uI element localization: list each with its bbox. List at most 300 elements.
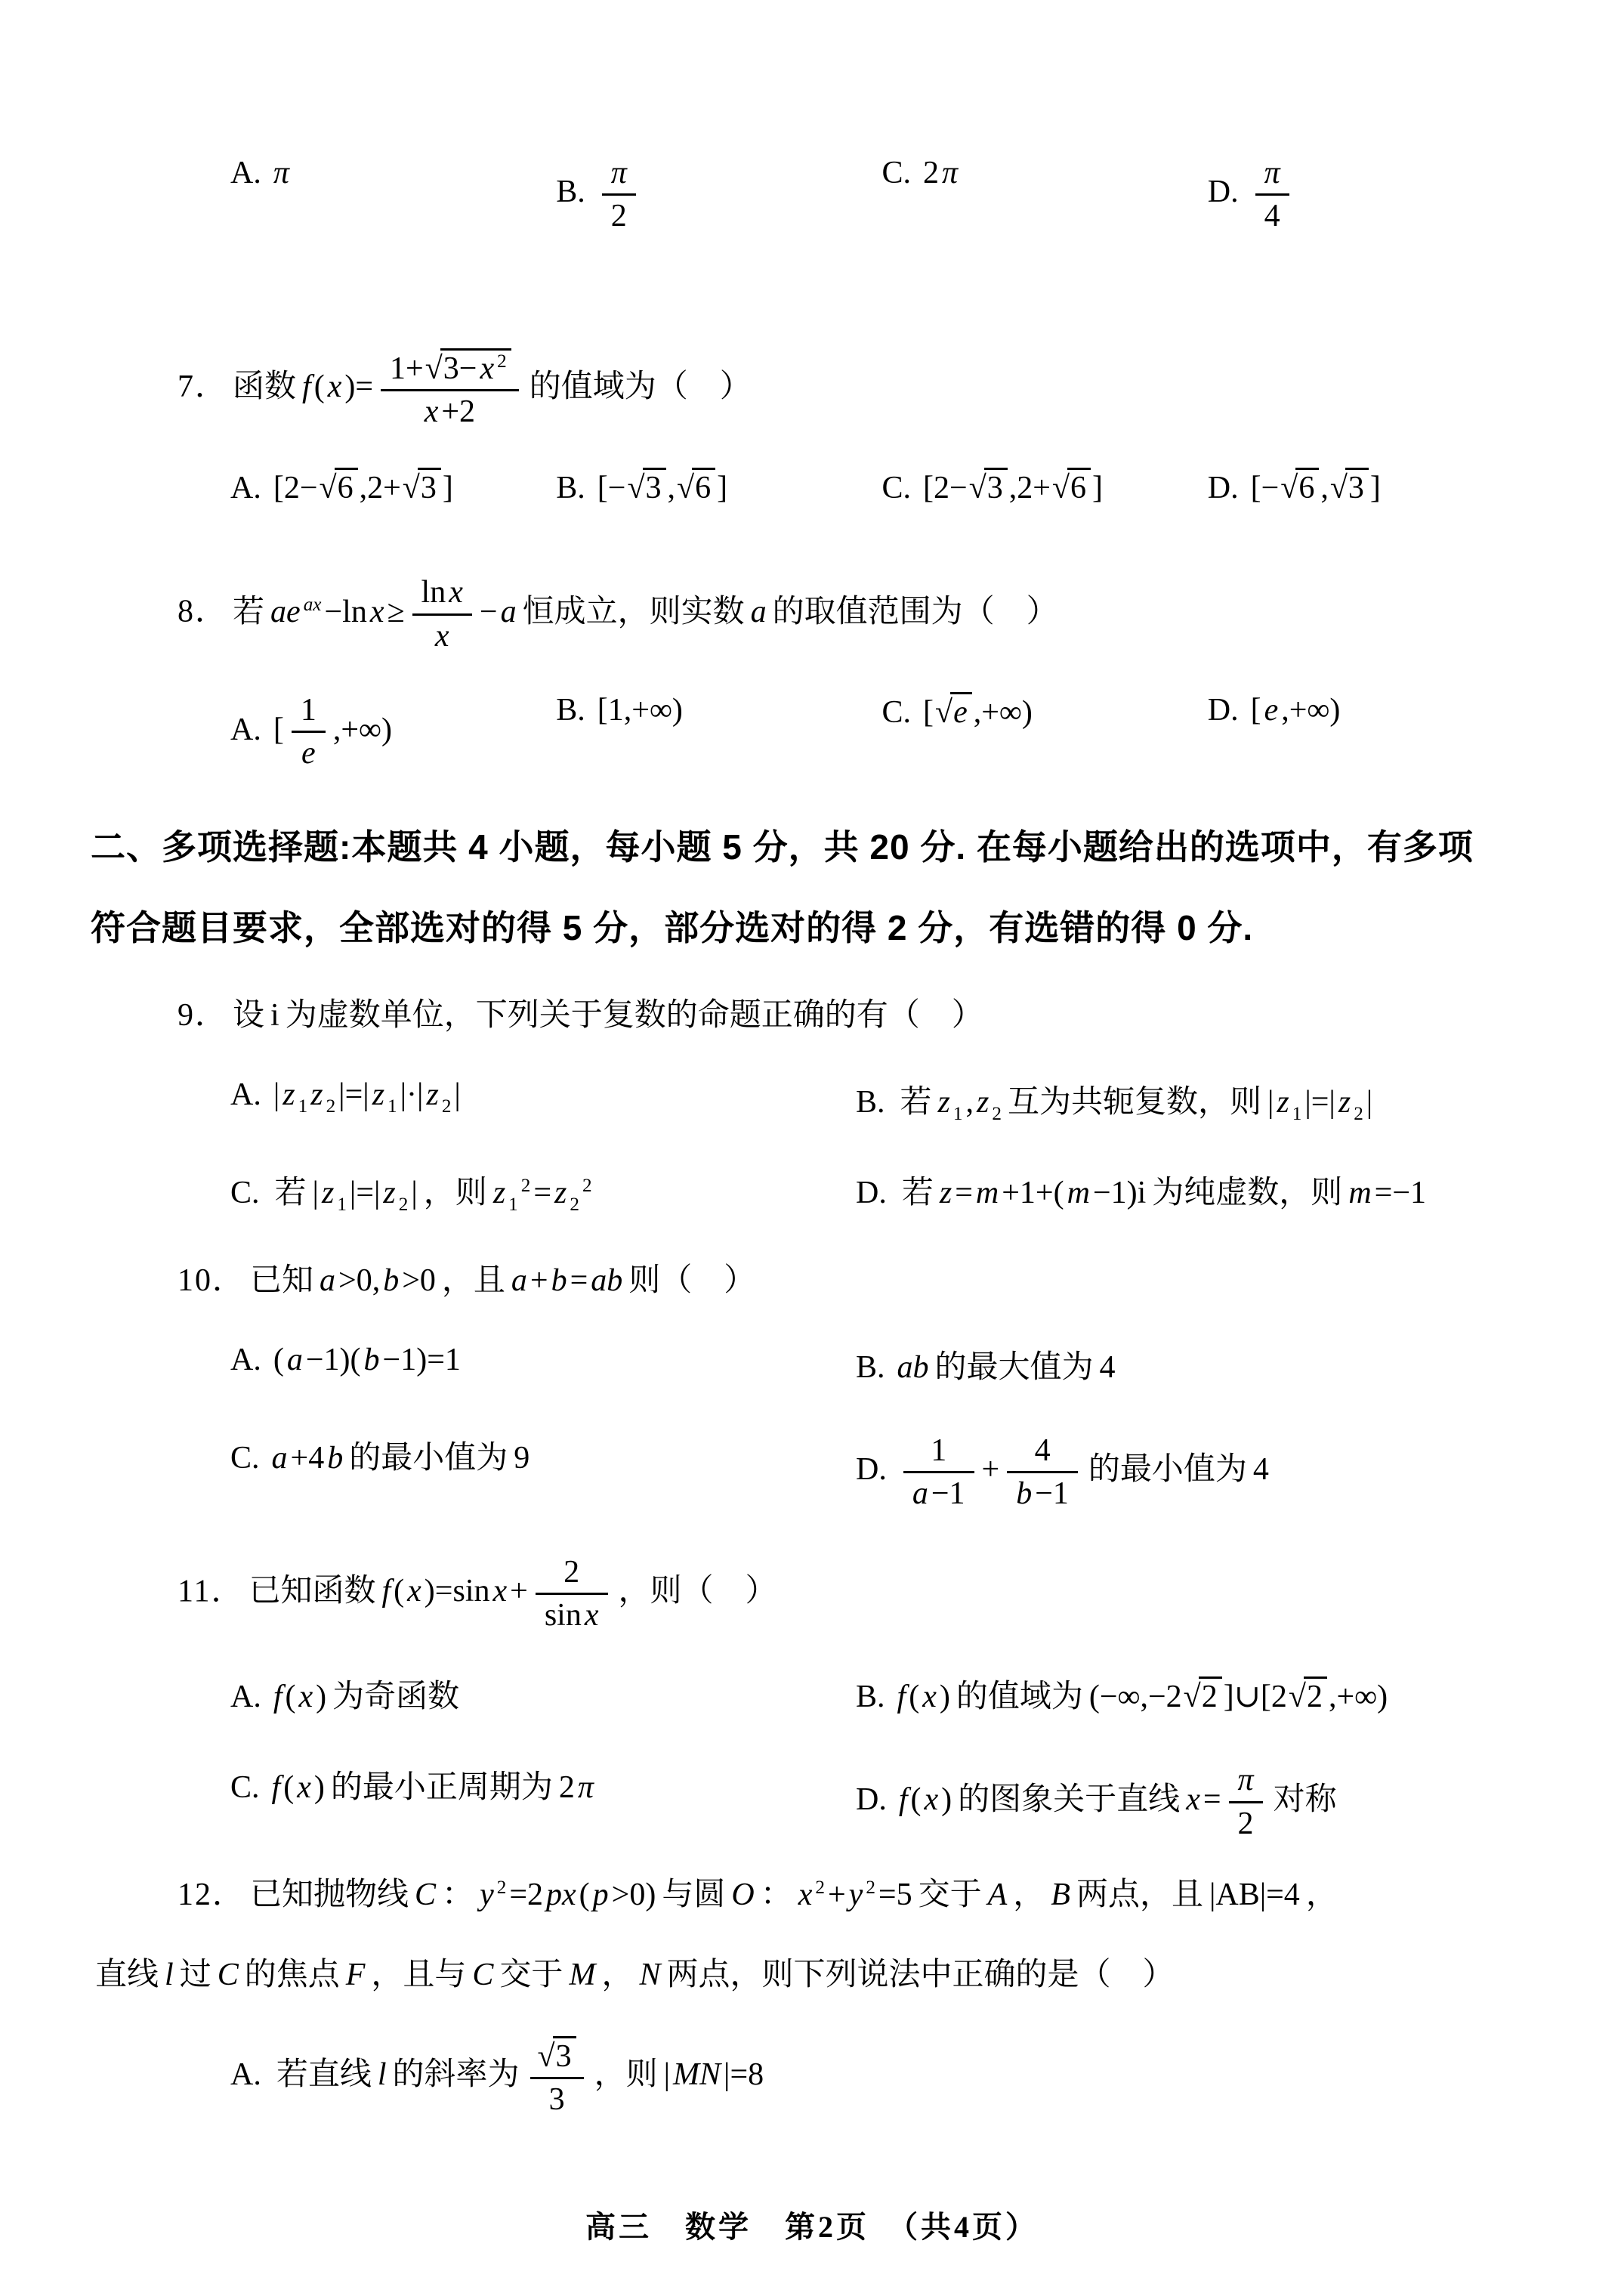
option-label: C. <box>881 471 912 506</box>
math-italic: b <box>1016 1476 1033 1512</box>
option-formula <box>896 1680 1390 1714</box>
math-text: + <box>981 1452 1000 1488</box>
radical <box>1280 471 1319 505</box>
math-roman: 两点，且 <box>1076 1877 1203 1912</box>
fraction-numerator <box>602 155 636 193</box>
math-text: 1 <box>508 1194 518 1215</box>
option-formula <box>272 471 455 505</box>
math-roman: ： <box>442 1877 474 1912</box>
option-formula <box>922 156 959 190</box>
math-italic: e <box>953 695 968 731</box>
math-italic: l <box>377 2057 387 2092</box>
math-italic: f <box>381 1574 391 1609</box>
fraction-denominator <box>1007 1471 1078 1512</box>
question-q10 <box>91 1258 1533 1512</box>
option-label: B. <box>556 471 585 506</box>
fraction-denominator <box>536 1593 608 1633</box>
option-formula <box>596 471 729 505</box>
math-text: 2 <box>570 1194 579 1215</box>
radical-sign: √ <box>1183 1680 1201 1715</box>
math-text: =2 <box>509 1877 543 1912</box>
math-text: 1 <box>300 693 316 728</box>
math-text: =−1 <box>1374 1176 1427 1211</box>
question-stem <box>178 574 1533 654</box>
fraction <box>1229 1762 1263 1842</box>
option-d <box>856 1762 1533 1842</box>
math-italic: z <box>426 1077 439 1113</box>
math-roman: ，且与 <box>371 1957 467 1992</box>
radical-sign: √ <box>968 471 986 506</box>
math-roman: 的值域为 <box>956 1680 1083 1715</box>
math-italic: N <box>639 1957 661 1992</box>
math-text: + <box>529 1263 548 1299</box>
math-roman: 已知抛物线 <box>250 1877 409 1912</box>
radical-sign: √ <box>425 351 443 386</box>
page-footer: 高三 数学 第2页 （共4页） <box>585 2210 1039 2244</box>
math-italic: F <box>345 1957 366 1992</box>
option-formula <box>896 1085 1375 1124</box>
option-c <box>230 1167 856 1213</box>
math-italic: a <box>912 1476 928 1512</box>
superscript <box>581 1176 594 1196</box>
subscript <box>397 1194 410 1215</box>
math-roman: 的取值范围为（ ） <box>772 594 1058 629</box>
subscript <box>1291 1104 1304 1124</box>
math-italic: x <box>480 351 495 386</box>
math-italic: x <box>327 369 342 404</box>
math-italic: m <box>1067 1176 1090 1211</box>
math-text: 9 <box>514 1441 530 1476</box>
fraction <box>412 574 472 654</box>
math-italic: z <box>310 1077 323 1113</box>
option-c <box>882 155 1208 235</box>
option-b <box>856 1342 1533 1387</box>
math-italic: b <box>551 1263 567 1299</box>
math-text: ( <box>313 369 325 404</box>
superscript <box>520 1176 533 1196</box>
math-text: ]∪[2 <box>1223 1680 1287 1715</box>
option-formula <box>922 471 1104 505</box>
math-text: | <box>273 1077 280 1113</box>
math-italic: x <box>924 1782 939 1817</box>
option-formula <box>897 1763 1341 1841</box>
options <box>230 692 1533 772</box>
fraction-numerator <box>292 692 326 731</box>
superscript <box>814 1877 826 1898</box>
option-formula <box>272 693 394 771</box>
options <box>230 1342 1533 1513</box>
option-label: C. <box>230 1176 260 1211</box>
math-text: = <box>955 1176 973 1211</box>
math-text: 2 <box>1201 1680 1218 1715</box>
option-b <box>856 1077 1533 1122</box>
option-label: D. <box>1207 693 1239 728</box>
option-d <box>1208 692 1533 772</box>
radical-body <box>440 348 511 387</box>
math-text: |=| <box>1304 1085 1335 1120</box>
math-text: −1 <box>931 1476 965 1512</box>
question-number: 11． <box>178 1574 245 1609</box>
math-italic: x <box>922 1680 937 1715</box>
option-a <box>230 155 556 235</box>
radical <box>1052 471 1091 505</box>
math-text: , <box>1320 471 1329 506</box>
math-roman: 过 <box>179 1957 211 1992</box>
math-roman: 为纯虚数，则 <box>1152 1176 1343 1211</box>
question-q12 <box>91 1872 1533 2118</box>
subscript <box>335 1194 348 1215</box>
question-stem <box>178 348 1533 431</box>
option-label: A. <box>230 471 261 506</box>
math-text: +2 <box>441 394 476 429</box>
math-text: 2 <box>326 1096 336 1117</box>
math-italic: z <box>492 1176 506 1211</box>
option-c <box>882 692 1208 772</box>
fraction-numerator <box>1229 1762 1263 1800</box>
math-text: 3 <box>420 471 437 506</box>
option-a <box>230 2036 1533 2118</box>
math-text: 2 <box>1354 1103 1363 1124</box>
radical-sign: √ <box>1329 471 1348 506</box>
fraction-numerator <box>536 1554 608 1593</box>
math-text: 3 <box>645 471 662 506</box>
math-roman: 的值域为（ ） <box>529 369 752 404</box>
math-text: [1,+∞) <box>597 693 683 728</box>
radical-body <box>1304 1676 1327 1715</box>
math-italic: x <box>798 1877 813 1912</box>
radical-body <box>1199 1676 1222 1715</box>
options <box>230 1671 1533 1842</box>
radical <box>538 2039 576 2074</box>
section-header <box>91 825 1533 952</box>
math-italic: y <box>848 1877 863 1912</box>
superscript <box>496 351 508 372</box>
fraction-denominator <box>412 613 472 654</box>
fraction-numerator <box>1007 1432 1078 1471</box>
option-label: C. <box>230 1770 260 1806</box>
option-formula <box>897 1176 1428 1210</box>
questions-part2 <box>91 993 1533 2118</box>
math-italic: a <box>320 1263 336 1299</box>
subscript <box>386 1096 399 1117</box>
option-label: C. <box>881 695 912 731</box>
math-text: 1 <box>931 1433 947 1469</box>
math-italic: f <box>273 1680 283 1715</box>
math-text: >0) <box>611 1877 656 1912</box>
math-roman: ，则 <box>423 1176 487 1211</box>
math-text: (−∞,−2 <box>1088 1680 1182 1715</box>
math-text: 2 <box>1306 1680 1323 1715</box>
math-roman: ，且 <box>441 1263 505 1299</box>
math-roman: 两点，则下列说法中正确的是（ ） <box>666 1957 1175 1992</box>
math-text: | <box>454 1077 461 1113</box>
radical-sign: √ <box>537 2038 555 2074</box>
math-italic: m <box>975 1176 999 1211</box>
math-text: )=sin <box>424 1574 490 1609</box>
fraction <box>292 692 326 772</box>
math-italic: MN <box>673 2057 721 2092</box>
math-text: , <box>965 1085 974 1120</box>
option-a <box>230 692 556 772</box>
math-roman: ，则 <box>594 2057 658 2092</box>
question-number: 10． <box>178 1263 246 1299</box>
math-text: 3− <box>443 351 477 386</box>
math-italic: ae <box>270 594 301 629</box>
option-d <box>1208 468 1533 506</box>
math-text: 1 <box>298 1096 308 1117</box>
math-text: |=| <box>349 1176 381 1211</box>
option-formula <box>897 1433 1270 1512</box>
math-text: +1+( <box>1002 1176 1064 1211</box>
option-c <box>230 1432 856 1513</box>
math-text: = <box>1203 1782 1221 1817</box>
math-italic: C <box>415 1877 437 1912</box>
option-label: D. <box>1207 471 1239 506</box>
fraction <box>1255 155 1289 235</box>
option-label: A. <box>230 1077 261 1113</box>
math-text: 2 <box>923 156 940 190</box>
math-text: 2 <box>1237 1806 1254 1841</box>
math-italic: y <box>480 1877 494 1912</box>
math-text: +4 <box>290 1441 325 1476</box>
math-italic: M <box>569 1957 596 1992</box>
math-text: [− <box>597 471 626 506</box>
math-italic: π <box>1237 1763 1254 1798</box>
subscript <box>325 1096 338 1117</box>
math-italic: x <box>449 575 463 610</box>
math-italic: z <box>1338 1085 1351 1120</box>
math-roman: 的最小值为 <box>1088 1452 1247 1488</box>
radical <box>969 471 1008 505</box>
math-text: ,+∞) <box>1328 1680 1388 1715</box>
math-text: | <box>1366 1085 1373 1120</box>
options <box>230 468 1533 506</box>
radical <box>403 471 441 505</box>
math-text: ,+∞) <box>973 695 1033 731</box>
math-text: ( <box>910 1782 922 1817</box>
math-italic: B <box>1051 1877 1070 1912</box>
option-label: A. <box>230 1680 261 1715</box>
math-italic: b <box>363 1343 380 1378</box>
subscript <box>952 1104 965 1124</box>
math-roman: 交于 <box>499 1957 563 1992</box>
radical-body <box>418 468 441 506</box>
math-italic: π <box>577 1770 594 1806</box>
math-roman: ： <box>760 1877 792 1912</box>
subscript <box>297 1096 310 1117</box>
math-text: 2 <box>497 351 507 372</box>
math-text: 4 <box>1252 1452 1269 1488</box>
option-formula <box>272 156 291 190</box>
math-italic: ab <box>897 1350 929 1386</box>
option-formula <box>270 1770 595 1805</box>
math-text: | <box>1267 1085 1274 1120</box>
math-italic: f <box>897 1680 906 1715</box>
radical <box>1184 1680 1222 1714</box>
math-text: [ <box>923 695 934 731</box>
math-text: 2 <box>582 1176 592 1197</box>
math-text: | <box>411 1176 418 1211</box>
math-text: ,+∞) <box>1281 693 1341 728</box>
math-roman: 的最小正周期为 <box>330 1770 553 1806</box>
math-text: [ <box>1250 693 1261 728</box>
option-formula <box>272 1343 462 1377</box>
math-text: 2 <box>441 1096 452 1117</box>
math-text: 2 <box>815 1877 825 1898</box>
option-b <box>556 692 881 772</box>
fraction-denominator <box>1255 193 1289 234</box>
math-text: 6 <box>1070 471 1087 506</box>
math-italic: p <box>592 1877 609 1912</box>
math-italic: l <box>165 1957 174 1992</box>
math-text: |=| <box>338 1077 369 1113</box>
radical-body <box>1345 468 1369 506</box>
option-formula <box>922 695 1034 730</box>
math-text: 6 <box>695 471 712 506</box>
math-roman: ， <box>1013 1877 1045 1912</box>
math-text: ( <box>909 1680 920 1715</box>
math-roman: ， <box>601 1957 634 1992</box>
math-roman: 函数 <box>233 369 297 404</box>
math-italic: z <box>939 1176 952 1211</box>
math-text: ,2+ <box>359 471 401 506</box>
subscript <box>440 1096 453 1117</box>
option-formula <box>596 156 642 234</box>
math-text: ] <box>1092 471 1104 506</box>
radical <box>1289 1680 1327 1714</box>
math-roman: 为奇函数 <box>332 1680 460 1715</box>
math-italic: px <box>546 1877 576 1912</box>
math-text: ( <box>394 1574 405 1609</box>
question-stem <box>178 1554 1533 1634</box>
radical-sign: √ <box>1280 471 1298 506</box>
math-roman: 对称 <box>1273 1782 1337 1817</box>
option-label: B. <box>856 1680 885 1715</box>
math-text: )= <box>344 369 374 404</box>
radical-body <box>1295 468 1319 506</box>
math-italic: z <box>283 1077 295 1113</box>
math-italic: z <box>554 1176 567 1211</box>
math-text: ) <box>941 1782 952 1817</box>
fraction-numerator <box>412 574 472 613</box>
math-italic: ab <box>591 1263 623 1299</box>
fraction-denominator <box>292 731 326 771</box>
option-label: B. <box>856 1350 885 1386</box>
math-text: −1)=1 <box>382 1343 461 1378</box>
question-q11 <box>91 1554 1533 1842</box>
math-text: |·| <box>400 1077 424 1113</box>
math-text: ( <box>285 1680 296 1715</box>
option-d <box>856 1167 1533 1213</box>
math-text: 1 <box>387 1096 397 1117</box>
math-text: |=8 <box>724 2057 764 2092</box>
math-italic: a <box>286 1343 303 1378</box>
math-roman: 的焦点 <box>244 1957 340 1992</box>
radical-body <box>984 468 1008 506</box>
option-label: D. <box>856 1782 887 1817</box>
math-text: 2 <box>496 1877 507 1898</box>
math-roman: 的图象关于直线 <box>958 1782 1181 1817</box>
math-italic: x <box>1186 1782 1200 1817</box>
math-italic: C <box>217 1957 239 1992</box>
math-text: | <box>312 1176 319 1211</box>
option-formula <box>272 1680 464 1714</box>
subscript <box>1352 1104 1365 1124</box>
superscript <box>864 1877 877 1898</box>
option-label: C. <box>230 1441 260 1476</box>
math-italic: e <box>301 736 316 771</box>
math-text: [2− <box>923 471 968 506</box>
math-roman: 若 <box>274 1176 307 1211</box>
option-b <box>556 155 881 235</box>
math-text: 2 <box>563 1554 580 1590</box>
math-roman: 的斜率为 <box>392 2057 520 2092</box>
question-stem <box>178 993 1533 1039</box>
radical <box>1330 471 1369 505</box>
math-text: ≥ <box>387 594 405 629</box>
option-c <box>230 1762 856 1842</box>
question-number: 12． <box>178 1877 246 1912</box>
option-label: D. <box>856 1452 887 1488</box>
option-formula <box>272 2038 765 2117</box>
math-italic: O <box>731 1877 755 1912</box>
math-italic: x <box>369 594 384 629</box>
option-formula <box>596 693 684 728</box>
option-formula <box>270 1176 594 1215</box>
radical-body <box>1067 468 1091 506</box>
math-text: 2 <box>558 1770 575 1806</box>
question-number: 8． <box>178 594 229 629</box>
options <box>230 2036 1533 2118</box>
math-text: | <box>663 2057 671 2092</box>
radical-sign: √ <box>1288 1680 1306 1715</box>
math-text: , <box>667 471 676 506</box>
radical-body <box>553 2036 576 2075</box>
fraction-numerator <box>530 2036 584 2077</box>
superscript <box>496 1877 508 1898</box>
fraction-numerator <box>381 348 519 389</box>
math-roman: 则（ ） <box>628 1263 756 1299</box>
math-roman: 的最小值为 <box>349 1441 508 1476</box>
math-italic: a <box>511 1263 527 1299</box>
math-text: ] <box>442 471 453 506</box>
math-roman: 的最大值为 <box>934 1350 1094 1386</box>
math-italic: x <box>584 1597 599 1633</box>
math-text: 1 <box>337 1194 347 1215</box>
subscript <box>568 1194 581 1215</box>
section-header-line1: 二、多项选择题:本题共 4 小题，每小题 5 分，共 20 分. 在每小题给出的选项中，有多项 <box>91 827 1474 867</box>
superscript <box>302 595 323 615</box>
math-text: 1 <box>952 1103 963 1124</box>
math-text: −1)i <box>1092 1176 1147 1211</box>
radical-body <box>692 468 715 506</box>
math-roman: 若 <box>233 594 265 629</box>
radical-sign: √ <box>319 471 337 506</box>
option-formula <box>1249 693 1342 728</box>
question-stem <box>91 1952 1533 1998</box>
option-a <box>230 1342 856 1387</box>
math-italic: z <box>937 1085 950 1120</box>
math-text: =5 <box>878 1877 912 1912</box>
math-text: = <box>533 1176 552 1211</box>
math-text: ,2+ <box>1008 471 1051 506</box>
question-q6 <box>91 155 1533 235</box>
question-q9 <box>91 993 1533 1213</box>
option-a <box>230 468 556 506</box>
radical-sign: √ <box>1051 471 1070 506</box>
math-roman: 若直线 <box>276 2057 372 2092</box>
radical <box>425 351 511 386</box>
